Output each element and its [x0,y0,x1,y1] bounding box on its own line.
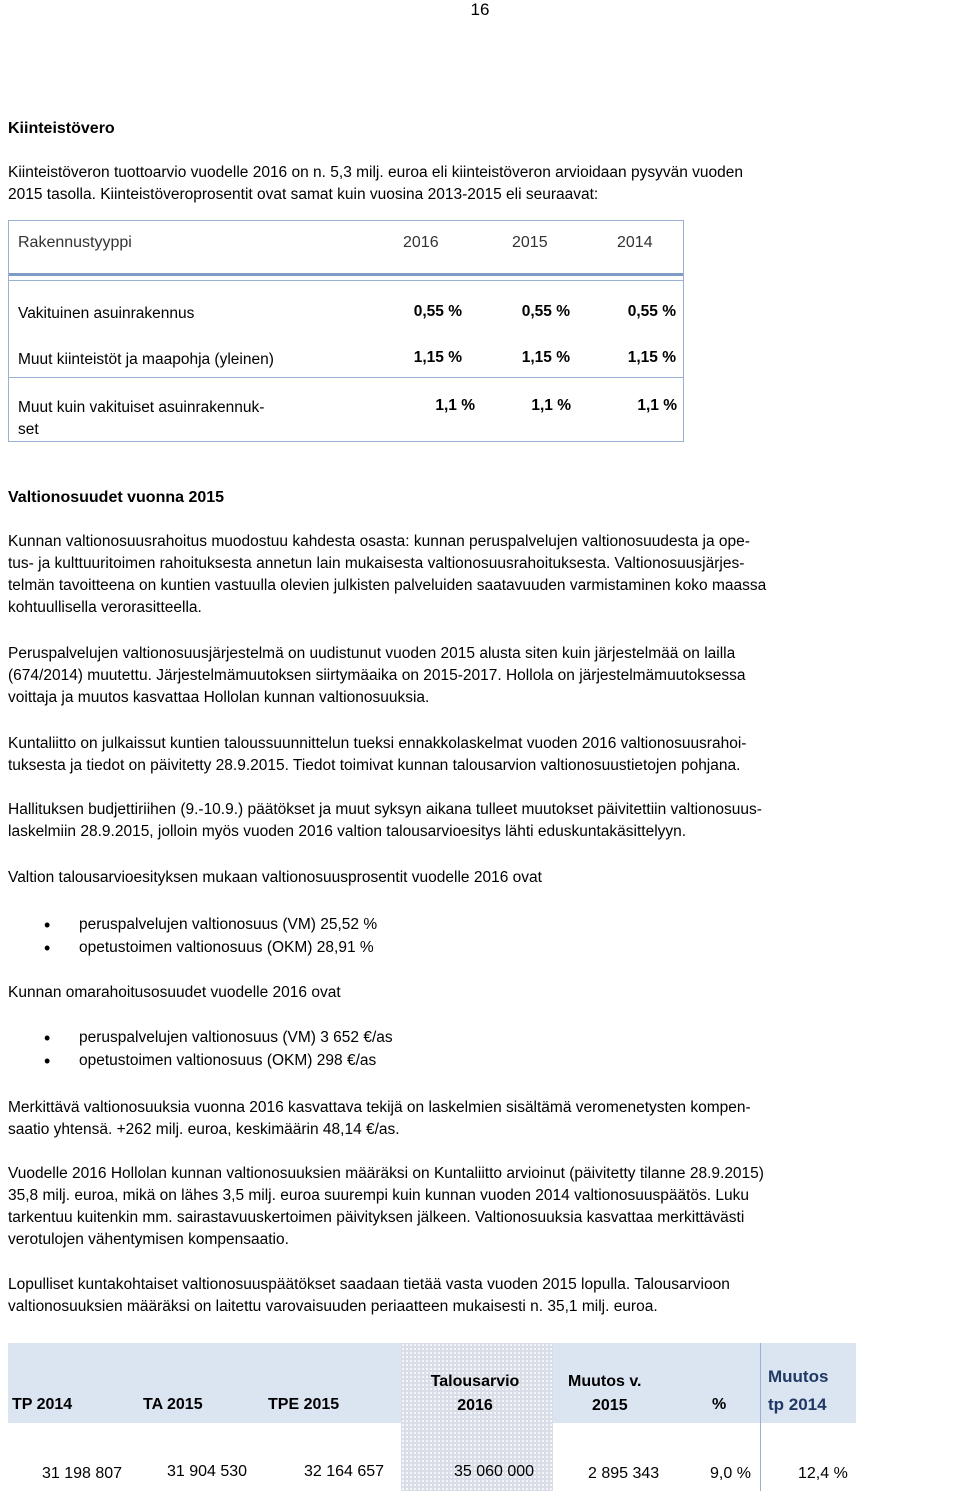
value-muutos-tp-2014: 12,4 % [798,1465,848,1482]
value-tp-2014: 31 198 807 [42,1465,123,1482]
budget-table [8,1343,856,1491]
paragraph-2 [8,643,958,709]
text-line: Kuntaliitto on julkaissut kuntien taloussuunnittelun tueksi ennakkolaskelmat vuoden 2016 valtionosuusrahoi- [8,735,747,752]
value-muutos-2015: 2 895 343 [588,1465,660,1482]
paragraph-5: Valtion talousarvioesityksen mukaan valtionosuusprosentit vuodelle 2016 ovat [8,869,542,886]
table-row [9,378,683,442]
paragraph-7 [8,1097,958,1141]
list-item: • peruspalvelujen valtionosuus (VM) 3 652 €/as [44,1027,744,1050]
header-line: Muutos v. [568,1373,642,1390]
header-line: Muutos [768,1367,829,1386]
value-2014: 1,1 % [637,397,677,414]
page-number: 16 [470,0,490,19]
table-row [9,281,683,329]
paragraph-9 [8,1274,958,1318]
table-header-row [9,221,683,276]
value-2014: 0,55 % [627,303,676,320]
text-line: Peruspalvelujen valtionosuusjärjestelmä on uudistunut vuoden 2015 alusta siten kuin järjestelmää on lailla [8,645,736,662]
text-line: verotulojen vähentymisen kompensaatio. [8,1231,289,1248]
value-2015: 1,1 % [531,397,571,414]
text-line: (674/2014) muutettu. Järjestelmämuutoksen siirtymäaika on 2015-2017. Hollola on järjestelmämuutoksessa [8,667,746,684]
value-talousarvio-2016: 35 060 000 [454,1463,535,1480]
header-line: 2015 [592,1397,628,1414]
text-line: Merkittävä valtionosuuksia vuonna 2016 kasvattava tekijä on laskelmien sisältämä veromenetysten kompen- [8,1099,751,1116]
header-line: Talousarvio [430,1373,520,1390]
value-2016: 1,15 % [413,349,462,366]
list-item: • opetustoimen valtionosuus (OKM) 298 €/as [44,1050,744,1073]
header-muutos-2015 [568,1370,641,1418]
paragraph-6: Kunnan omarahoitusosuudet vuodelle 2016 ovat [8,984,341,1001]
header-2015: 2015 [512,234,548,251]
header-line: tp 2014 [768,1395,827,1414]
text-line: telmän tavoitteena on kuntien vastuulla olevien julkisten palveluiden saatavuuden varmistaminen koko maassa [8,577,767,594]
text-line: valtionosuuksien määräksi on laitettu varovaisuuden periaatteen mukaisesti n. 35,1 milj. euroa. [8,1298,658,1315]
header-muutos-tp-2014 [768,1363,828,1419]
bullet-list-omarahoitus [44,1027,744,1072]
text-line: Lopulliset kuntakohtaiset valtionosuuspäätökset saadaan tietää vasta vuoden 2015 lopulla. Talousarvioon [8,1276,730,1293]
section-title-valtionosuudet: Valtionosuudet vuonna 2015 [8,489,225,506]
paragraph-1 [8,531,958,619]
bullet-list-percentages [44,914,744,959]
row-label: Muut kiinteistöt ja maapohja (yleinen) [18,351,274,368]
header-ta-2015: TA 2015 [143,1396,203,1413]
paragraph-8 [8,1163,958,1251]
value-2015: 0,55 % [521,303,570,320]
text-line: Vuodelle 2016 Hollolan kunnan valtionosuuksien määräksi on Kuntaliitto arvioinut (päivitetty tilanne 28.9.2015) [8,1165,764,1182]
text-line: 35,8 milj. euroa, mikä on lähes 3,5 milj. euroa suurempi kuin kunnan vuoden 2014 valtionosuuspäätös. Luku [8,1187,750,1204]
header-tp-2014: TP 2014 [12,1396,73,1413]
value-2016: 0,55 % [413,303,462,320]
property-tax-table [8,220,684,442]
header-2014: 2014 [617,234,653,251]
row-label-line: set [18,421,39,438]
row-label-line: Muut kuin vakituiset asuinrakennuk- [18,399,265,416]
value-ta-2015: 31 904 530 [167,1463,248,1480]
text-line: Kiinteistöveron tuottoarvio vuodelle 2016 on n. 5,3 milj. euroa eli kiinteistöveron arvioidaan pysyvän vuoden [8,164,743,181]
text-line: Hallituksen budjettiriihen (9.-10.9.) päätökset ja muut syksyn aikana tulleet muutokset päivitettiin valtionosuus- [8,801,762,818]
header-tpe-2015: TPE 2015 [268,1396,340,1413]
row-label [18,397,348,441]
text-line: 2015 tasolla. Kiinteistöveroprosentit ovat samat kuin vuosina 2013-2015 eli seuraavat: [8,186,599,203]
text-line: tarkentuu kuitenkin mm. sairastavuuskertoimen päivityksen jälkeen. Valtionosuuksia kasvattaa merkittävästi [8,1209,745,1226]
paragraph-4 [8,799,958,843]
value-percent: 9,0 % [710,1465,751,1482]
header-rakennustyyppi: Rakennustyyppi [18,234,132,251]
value-2016: 1,1 % [435,397,475,414]
header-line: 2016 [457,1397,493,1414]
value-tpe-2015: 32 164 657 [304,1463,385,1480]
header-percent: % [712,1396,727,1413]
list-item: • peruspalvelujen valtionosuus (VM) 25,52 % [44,914,744,937]
table-row [9,329,683,375]
row-label: Vakituinen asuinrakennus [18,305,195,322]
divider [760,1343,761,1491]
paragraph-3 [8,733,958,777]
paragraph-kiinteistovero [8,162,958,206]
value-2015: 1,15 % [521,349,570,366]
value-2014: 1,15 % [627,349,676,366]
section-title-kiinteistovero: Kiinteistövero [8,120,115,137]
text-line: voittaja ja muutos kasvattaa Hollolan kunnan valtionosuuksia. [8,689,430,706]
text-line: saatio yhtensä. +262 milj. euroa, keskimäärin 48,14 €/as. [8,1121,400,1138]
text-line: laskelmiin 28.9.2015, jolloin myös vuoden 2016 valtion talousarvioesitys lähti eduskuntakäsittelyyn. [8,823,687,840]
text-line: Kunnan valtionosuusrahoitus muodostuu kahdesta osasta: kunnan peruspalvelujen valtionosuudesta ja ope- [8,533,750,550]
text-line: tus- ja kulttuuritoimen rahoituksesta annetun lain mukaisesta valtionosuusrahoituksesta. Valtionosuusjärjes- [8,555,745,572]
header-talousarvio-2016 [420,1370,530,1418]
text-line: kohtuullisella verorasitteella. [8,599,202,616]
text-line: tuksesta ja tiedot on päivitetty 28.9.2015. Tiedot toimivat kunnan talousarvion valtionosuustietojen pohjana. [8,757,741,774]
header-2016: 2016 [403,234,439,251]
list-item: • opetustoimen valtionosuus (OKM) 28,91 % [44,937,744,960]
